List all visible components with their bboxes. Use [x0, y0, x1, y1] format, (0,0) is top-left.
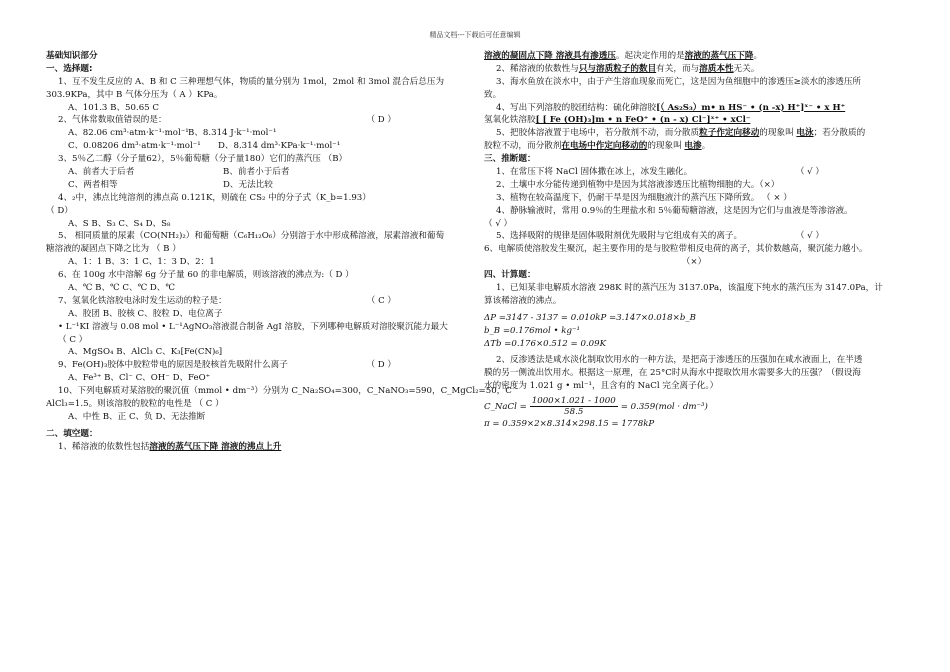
question-1: 1、互不发生反应的 A、B 和 C 三种理想气体，物质的量分别为 1mol，2mol 和 3mol 混合后总压为 — [58, 76, 445, 87]
question-3-options-row2: C、两者相等 D、无法比较 — [68, 179, 273, 190]
calc-1: 1、已知某非电解质水溶液 298K 时的蒸汽压为 3137.0Pa，该温度下纯水的蒸汽压为 3147.0Pa，计 — [496, 283, 883, 294]
judge-4-answer: （ √ ） — [484, 218, 513, 229]
fill-1-answer: 溶液的蒸气压下降 溶液的沸点上升 — [149, 441, 282, 452]
fill-1-cont: 溶液的凝固点下降 溶液具有渗透压。起决定作用的是溶液的蒸气压下降。 — [484, 51, 763, 61]
question-6: 6、在 100g 水中溶解 6g 分子量 60 的非电解质，则该溶液的沸点为:（ D ） — [58, 270, 354, 281]
question-10-cont: AlCl₃=1.5。则该溶胶的胶粒的电性是 （ C ） — [46, 399, 224, 410]
calc-2-eq2: π = 0.359×2×8.314×298.15 = 1778kP — [484, 418, 655, 429]
judge-1-answer: （ √ ） — [795, 167, 824, 178]
judge-1: 1、在常压下将 NaCl 固体撒在冰上，冰发生融化。 （ √ ） — [484, 166, 904, 179]
calc-2-cont2: 水的密度为 1.021 g • ml⁻¹，且含有的 NaCl 完全离子化。） — [484, 381, 719, 392]
question-9-options: A、Fe³⁺ B、Cl⁻ C、OH⁻ D、FeO⁺ — [68, 373, 211, 384]
question-6-options: A、℃ B、℃ C、℃ D、℃ — [68, 283, 176, 294]
question-8-options: A、MgSO₄ B、AlCl₃ C、K₃[Fe(CN)₆] — [68, 347, 223, 358]
judge-3: 3、植物在较高温度下，仍耐干旱是因为细胞液汁的蒸汽压下降所致。 （ × ） — [496, 192, 792, 203]
question-1-options: A、101.3 B、50.65 C — [68, 102, 159, 113]
question-2-options-row1: A、82.06 cm³·atm·k⁻¹·mol⁻¹ B、8.314 J·k⁻¹·mol⁻¹ — [68, 128, 277, 139]
question-10-options: A、中性 B、正 C、负 D、无法推断 — [68, 411, 206, 422]
question-2-options-row2: C、0.08206 dm³·atm·k⁻¹·mol⁻¹ D、8.314 dm³·KPa·k⁻¹·mol⁻¹ — [68, 141, 341, 152]
calc-1-cont: 算该稀溶液的沸点。 — [484, 295, 562, 306]
judge-5: 5、选择吸附的规律是固体吸附剂优先吸附与它组成有关的离子。 （ √ ） — [484, 230, 904, 243]
question-5: 5、 相同质量的尿素（CO(NH₂)₂）和葡萄糖（C₆H₁₂O₆）分别溶于水中形成稀溶液，尿素溶液和葡萄 — [58, 231, 445, 242]
question-4-answer: （ D） — [46, 205, 73, 216]
question-1-cont: 303.9KPa，其中 B 气体分压为（ A ）KPa。 — [46, 89, 223, 100]
question-3: 3、5％乙二醇（分子量62），5％葡萄糖（分子量180）它们的蒸汽压 （B） — [58, 154, 348, 165]
right-column — [484, 50, 904, 431]
fill-4-cont: 氢氧化铁溶胶[ [ Fe (OH)₃]m • n FeO⁺ • (n - x) Cl⁻]ˣ⁺ • xCl⁻ — [484, 115, 751, 126]
calc-2-eq1: C_NaCl = $\frac{1000\times 1.021 - 1000}{58.5}$ = 0.359(mol · dm⁻³) — [484, 396, 708, 418]
page-header: 精品文档---下载后可任意编辑 — [429, 31, 521, 39]
fill-1: 1、稀溶液的依数性包括溶液的蒸气压下降 溶液的沸点上升 — [58, 441, 282, 452]
fill-5: 5、把胶体溶液置于电场中，若分散剂不动，而分散质粒子作定向移动的现象叫 电泳；若分散质的 — [496, 128, 866, 139]
judge-2: 2、土壤中水分能传递到植物中是因为其溶液渗透压比植物细胞的大。（×） — [496, 179, 780, 190]
question-9: 9、Fe(OH)₃胶体中胶粒带电的原因是胶核首先吸附什么离子 （ D ） — [46, 359, 456, 372]
question-10: 10、下列电解质对某溶胶的聚沉值（mmol • dm⁻³）分别为 C_Na₂SO₄=300，C_NaNO₃=590，C_MgCl₂=50，C — [58, 386, 512, 397]
section-title: 基础知识部分 — [46, 51, 98, 61]
fraction-denominator: 58.5 — [564, 407, 584, 418]
question-5-cont: 糖溶液的凝固点下降之比为 （ B ） — [46, 244, 181, 255]
question-4: 4、₂中，沸点比纯溶剂的沸点高 0.121K，则硫在 CS₂ 中的分子式（K_b=1.93） — [58, 192, 371, 203]
question-8-answer: （ C ） — [58, 334, 88, 345]
calc-2: 2、反渗透法是咸水淡化制取饮用水的一种方法，是把高于渗透压的压强加在咸水液面上，在半透 — [496, 355, 863, 366]
fill-3: 3、海水鱼放在淡水中，由于产生溶血现象而死亡，这是因为鱼细胞中的渗透压≥淡水的渗透压所 — [496, 76, 862, 87]
question-2-answer: （ D ） — [366, 115, 396, 126]
section-calc: 四、计算题： — [484, 270, 536, 281]
question-7: 7、氢氧化铁溶胶电泳时发生运动的粒子是： （ C ） — [46, 295, 456, 308]
fill-5-cont: 胶粒不动，而分散剂在电场中作定向移动的的现象叫 电渗。 — [484, 141, 711, 152]
question-2: 2、气体常数取值错误的是： （ D ） — [46, 114, 456, 127]
fraction-numerator: 1000×1.021 - 1000 — [531, 396, 616, 407]
calc-2-cont1: 膜的另一侧流出饮用水。根据这一原理，在 25°C时从海水中提取饮用水需要多大的压强？（假设海 — [484, 368, 861, 379]
question-4-options: A、S B、S₃ C、S₄ D、S₈ — [68, 218, 171, 229]
fill-3-cont: 致。 — [484, 89, 502, 100]
calc-1-eq2: b_B =0.176mol • kg⁻¹ — [484, 325, 580, 336]
fill-2: 2、稀溶液的依数性与只与溶质粒子的数目有关，而与溶质本性无关。 — [496, 63, 760, 74]
section-choice: 一、选择题: — [46, 63, 93, 74]
question-7-answer: （ C ） — [366, 295, 396, 306]
fill-4: 4、写出下列溶胶的胶团结构：硫化砷溶胶[（ As₂S₃）m• n HS⁻ • (n -x) H⁺]ˣ⁻ • x H⁺ — [496, 102, 846, 113]
question-3-options-row1: A、前者大于后者 B、前者小于后者 — [68, 167, 290, 178]
question-7-options: A、胶团 B、胶核 C、胶粒 D、电位离子 — [68, 308, 223, 319]
section-fill: 二、填空题： — [46, 428, 98, 439]
judge-5-answer: （ √ ） — [795, 231, 824, 242]
judge-4: 4、静脉输液时，常用 0.9％的生理盐水和 5％葡萄糖溶液，这是因为它们与血液是等渗溶液。 — [496, 205, 853, 216]
section-judge: 三、推断题： — [484, 154, 536, 165]
calc-1-eq1: ΔP =3147 - 3137 = 0.010kP =3.147×0.018×b_B — [484, 312, 696, 323]
question-9-answer: （ D ） — [366, 360, 396, 371]
question-5-options: A、1：1 B、3：1 C、1：3 D、2：1 — [68, 257, 215, 268]
judge-6-answer: （×） — [681, 257, 707, 268]
judge-6: 6、电解质使溶胶发生聚沉，起主要作用的是与胶粒带相反电荷的离子，其价数越高，聚沉能力越小。 — [484, 244, 868, 255]
question-8: • L⁻¹KI 溶液与 0.08 mol • L⁻¹AgNO₃溶液混合制备 AgI 溶胶，下列哪种电解质对溶胶聚沉能力最大 — [58, 321, 448, 332]
calc-1-eq3: ΔTb =0.176×0.512 = 0.09K — [484, 338, 606, 349]
